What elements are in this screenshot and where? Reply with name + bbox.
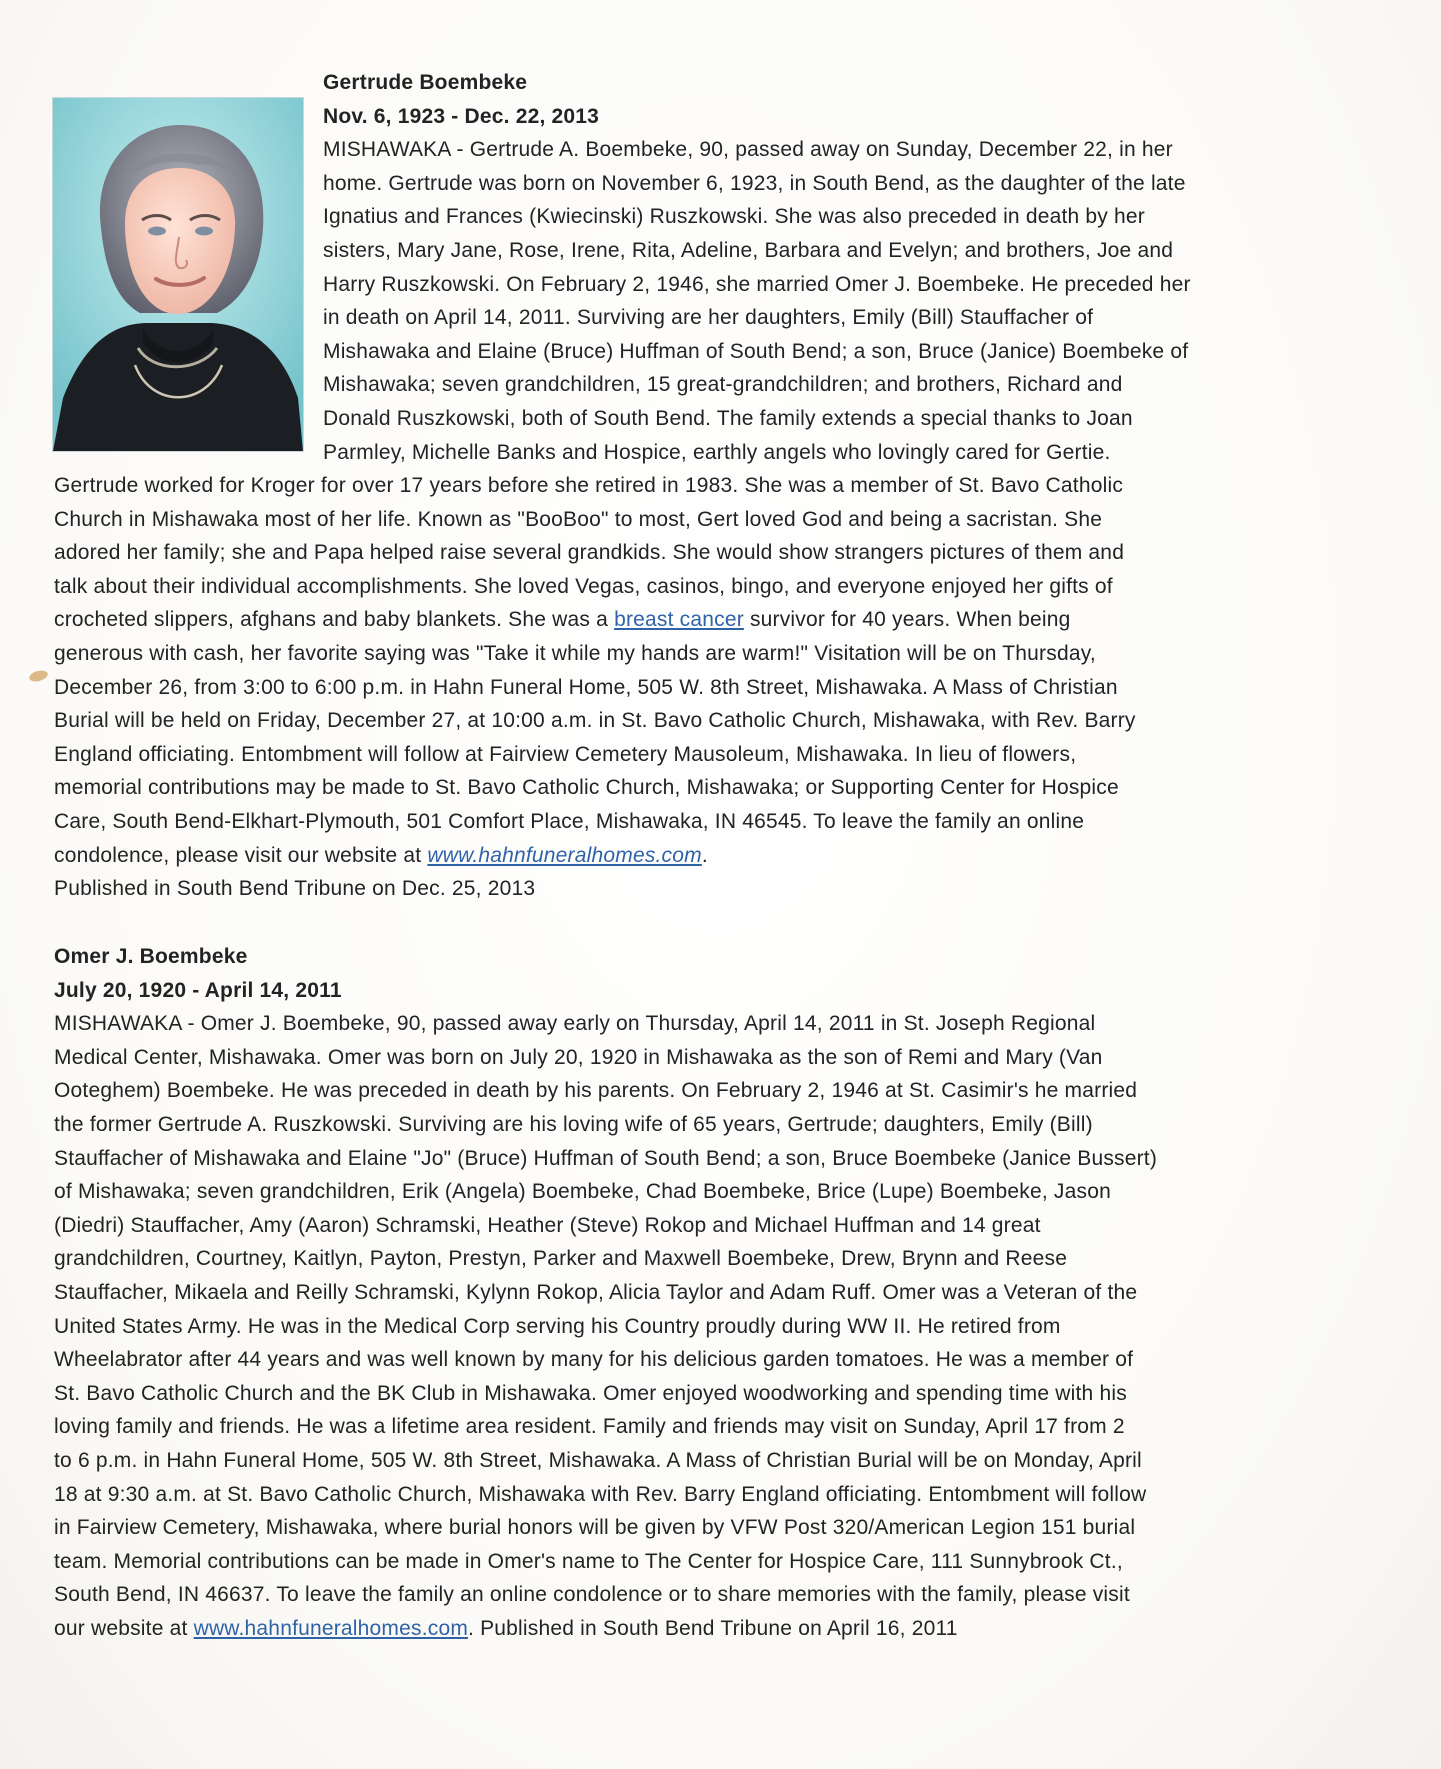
obituary-1-lead-line: sisters, Mary Jane, Rose, Irene, Rita, Adeline, Barbara and Evelyn; and brothers, Joe and (323, 238, 1174, 262)
obituary-2-name: Omer J. Boembeke (54, 945, 248, 968)
obituary-2-body-line: of Mishawaka; seven grandchildren, Erik (Angela) Boembeke, Chad Boembeke, Brice (Lupe) Boembeke, Jason (54, 1180, 1111, 1204)
obituary-2-body-line: to 6 p.m. in Hahn Funeral Home, 505 W. 8th Street, Mishawaka. A Mass of Christian Burial will be on Monday, April (54, 1448, 1142, 1472)
obituary-1-body-line: England officiating. Entombment will follow at Fairview Cemetery Mausoleum, Mishawaka. In lieu of flowers, (54, 742, 1077, 766)
funeral-home-website-link[interactable]: www.hahnfuneralhomes.com (193, 1616, 469, 1640)
final-line-before: our website at (54, 1616, 194, 1640)
obituary-1-lead-line: Mishawaka; seven grandchildren, 15 great-grandchildren; and brothers, Richard and (323, 373, 1123, 397)
obituary-1-lead-line: Harry Ruszkowski. On February 2, 1946, she married Omer J. Boembeke. He preceded her (323, 272, 1191, 296)
obituary-2-body-line: in Fairview Cemetery, Mishawaka, where burial honors will be given by VFW Post 320/American Legion 151 burial (54, 1516, 1136, 1540)
obituary-1-lead-line: Parmley, Michelle Banks and Hospice, earthly angels who lovingly cared for Gertie. (323, 440, 1111, 464)
obituary-1-lead-line: in death on April 14, 2011. Surviving are her daughters, Emily (Bill) Stauffacher of (323, 306, 1094, 330)
obituary-1-body (54, 469, 1385, 906)
obituary-1-name: Gertrude Boembeke (323, 71, 528, 94)
obituary-2-block (54, 940, 1385, 1645)
obituary-2-body-line: loving family and friends. He was a lifetime area resident. Family and friends may visit on Sunday, April 17 from 2 (54, 1415, 1125, 1439)
obituary-2-body-line: MISHAWAKA - Omer J. Boembeke, 90, passed away early on Thursday, April 14, 2011 in St. Joseph Regional (54, 1012, 1096, 1036)
obituary-2-body-line: grandchildren, Courtney, Kaitlyn, Payton, Prestyn, Parker and Maxwell Boembeke, Drew, Brynn and Reese (54, 1247, 1068, 1271)
obituary-1-body-line: Care, South Bend-Elkhart-Plymouth, 501 Comfort Place, Mishawaka, IN 46545. To leave the family an online (54, 809, 1085, 833)
obituary-2-body-line: United States Army. He was in the Medical Corp serving his Country proudly during WW II. He retired from (54, 1314, 1061, 1338)
obituary-2-body-line: Ooteghem) Boembeke. He was preceded in death by his parents. On February 2, 1946 at St. Casimir's he married (54, 1079, 1138, 1103)
obituary-1-dates: Nov. 6, 1923 - Dec. 22, 2013 (323, 104, 600, 128)
cancer-line-after: survivor for 40 years. When being (743, 608, 1071, 632)
website-line-after: . (701, 843, 708, 867)
obituary-1-lead-line: home. Gertrude was born on November 6, 1923, in South Bend, as the daughter of the late (323, 171, 1186, 195)
obituary-1-lead-line: Donald Ruszkowski, both of South Bend. The family extends a special thanks to Joan (323, 406, 1133, 430)
final-line-after: . Published in South Bend Tribune on April 16, 2011 (468, 1616, 958, 1640)
obituary-2-body-line: Medical Center, Mishawaka. Omer was born on July 20, 1920 in Mishawaka as the son of Remi and Mary (Van (54, 1045, 1103, 1069)
obituary-1-body-line: Church in Mishawaka most of her life. Known as "BooBoo" to most, Gert loved God and being a sacristan. She (54, 507, 1103, 531)
cancer-line-before: crocheted slippers, afghans and baby blankets. She was a (54, 608, 615, 632)
obituary-1-body-line: generous with cash, her favorite saying was "Take it while my hands are warm!" Visitation will be on Thursday, (54, 641, 1096, 665)
breast-cancer-link[interactable]: breast cancer (614, 608, 744, 632)
obituary-1-lead-line: MISHAWAKA - Gertrude A. Boembeke, 90, passed away on Sunday, December 22, in her (323, 138, 1173, 162)
funeral-home-website-link[interactable]: www.hahnfuneralhomes.com (427, 843, 702, 867)
scan-speck (28, 669, 49, 684)
obituary-2-body-line: Wheelabrator after 44 years and was well known by many for his delicious garden tomatoes. He was a member of (54, 1348, 1134, 1372)
obituary-1-body-line: Gertrude worked for Kroger for over 17 years before she retired in 1983. She was a member of St. Bavo Catholic (54, 474, 1124, 497)
obituary-1-published: Published in South Bend Tribune on Dec. 25, 2013 (54, 877, 536, 901)
obituary-2-final-line (54, 1612, 1385, 1646)
obituary-1-body-line: December 26, from 3:00 to 6:00 p.m. in Hahn Funeral Home, 505 W. 8th Street, Mishawaka. A Mass of Christian (54, 675, 1118, 699)
obituary-1-cancer-line (54, 603, 1385, 637)
obituary-1-header-block (323, 66, 1381, 469)
obituary-2-body-line: team. Memorial contributions can be made in Omer's name to The Center for Hospice Care, 111 Sunnybrook Ct., (54, 1549, 1123, 1573)
website-line-before: condolence, please visit our website at (54, 843, 428, 867)
obituary-1-lead-line: Mishawaka and Elaine (Bruce) Huffman of South Bend; a son, Bruce (Janice) Boembeke of (323, 339, 1189, 363)
obituary-1-body-line: Burial will be held on Friday, December 27, at 10:00 a.m. in St. Bavo Catholic Church, Mishawaka, with Rev. Barry (54, 709, 1136, 733)
obituary-2-body-line: South Bend, IN 46637. To leave the family an online condolence or to share memories with the family, please visit (54, 1583, 1130, 1607)
portrait-illustration (53, 98, 303, 451)
obituary-2-dates: July 20, 1920 - April 14, 2011 (54, 978, 342, 1002)
obituary-1-body-line: talk about their individual accomplishments. She loved Vegas, casinos, bingo, and everyone enjoyed her gifts of (54, 574, 1113, 598)
obituary-1-lead-line: Ignatius and Frances (Kwiecinski) Ruszkowski. She was also preceded in death by her (323, 205, 1145, 229)
obituary-2-body-line: (Diedri) Stauffacher, Amy (Aaron) Schramski, Heather (Steve) Rokop and Michael Huffman and 14 great (54, 1213, 1041, 1237)
obituary-1-body-line: memorial contributions may be made to St. Bavo Catholic Church, Mishawaka; or Supporting Center for Hospice (54, 776, 1119, 800)
obituary-2-body-line: 18 at 9:30 a.m. at St. Bavo Catholic Church, Mishawaka with Rev. Barry England officiating. Entombment will follow (54, 1482, 1147, 1506)
obituary-1-website-line (54, 839, 1385, 873)
obituary-2-body-line: Stauffacher, Mikaela and Reilly Schramski, Kylynn Rokop, Alicia Taylor and Adam Ruff. Omer was a Veteran of the (54, 1280, 1138, 1304)
obituary-2-body-line: St. Bavo Catholic Church and the BK Club in Mishawaka. Omer enjoyed woodworking and spending time with his (54, 1381, 1127, 1405)
obituary-2-body-line: the former Gertrude A. Ruszkowski. Surviving are his loving wife of 65 years, Gertrude; daughters, Emily (Bill) (54, 1112, 1093, 1136)
obituary-1-body-line: adored her family; she and Papa helped raise several grandkids. She would show strangers pictures of them and (54, 541, 1125, 565)
portrait-photo (52, 97, 304, 452)
obituary-2-body-line: Stauffacher of Mishawaka and Elaine "Jo" (Bruce) Huffman of South Bend; a son, Bruce Boembeke (Janice Bussert) (54, 1146, 1158, 1170)
